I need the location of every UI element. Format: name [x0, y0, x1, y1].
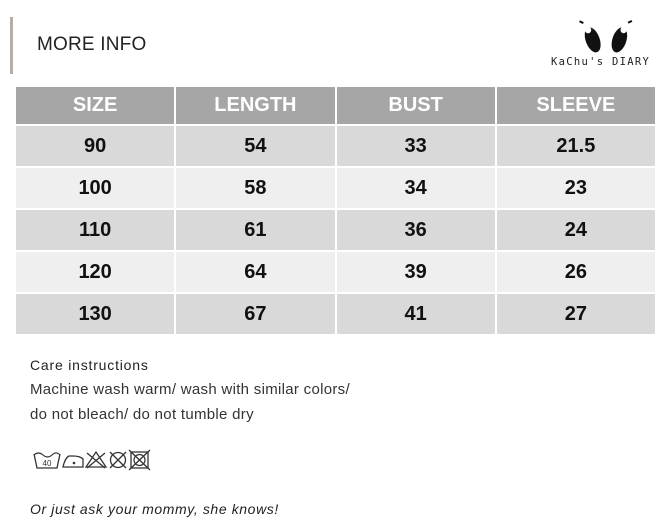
table-row [16, 126, 655, 166]
table-row [16, 210, 655, 250]
cell-sleeve: 23 [497, 168, 655, 208]
cell-sleeve: 24 [497, 210, 655, 250]
footer-note: Or just ask your mommy, she knows! [30, 501, 279, 517]
page-title: MORE INFO [37, 34, 147, 55]
cell-size: 120 [16, 252, 174, 292]
column-header-sleeve: SLEEVE [497, 87, 655, 124]
care-instructions-title: Care instructions [30, 357, 149, 373]
cell-size: 110 [16, 210, 174, 250]
care-instructions-line: do not bleach/ do not tumble dry [30, 406, 254, 423]
iron-icon [63, 456, 83, 467]
cell-length: 54 [176, 126, 334, 166]
column-header-length: LENGTH [176, 87, 334, 124]
cell-length: 61 [176, 210, 334, 250]
cell-size: 130 [16, 294, 174, 334]
cell-bust: 34 [337, 168, 495, 208]
column-header-size: SIZE [16, 87, 174, 124]
cell-length: 67 [176, 294, 334, 334]
care-instructions-line: Machine wash warm/ wash with similar colors/ [30, 381, 350, 398]
no-bleach-icon [86, 452, 106, 468]
cell-sleeve: 21.5 [497, 126, 655, 166]
cell-length: 58 [176, 168, 334, 208]
wash-temperature: 40 [42, 459, 52, 468]
cell-bust: 41 [337, 294, 495, 334]
size-chart-table [14, 85, 657, 336]
cell-size: 90 [16, 126, 174, 166]
table-row [16, 294, 655, 334]
cell-sleeve: 26 [497, 252, 655, 292]
care-symbols [33, 448, 163, 472]
cell-bust: 33 [337, 126, 495, 166]
table-row [16, 168, 655, 208]
table-header-row [16, 87, 655, 124]
header-accent-bar [10, 17, 13, 74]
brand-logo [548, 18, 666, 70]
cell-bust: 39 [337, 252, 495, 292]
wash-40-icon [34, 453, 60, 468]
shoes-icon [578, 18, 638, 56]
cell-sleeve: 27 [497, 294, 655, 334]
column-header-bust: BUST [337, 87, 495, 124]
cell-length: 64 [176, 252, 334, 292]
no-tumble-dry-icon [129, 450, 150, 470]
no-dry-clean-icon [110, 452, 126, 468]
cell-bust: 36 [337, 210, 495, 250]
brand-name: KaChu's DIARY [551, 56, 651, 68]
table-row [16, 252, 655, 292]
cell-size: 100 [16, 168, 174, 208]
